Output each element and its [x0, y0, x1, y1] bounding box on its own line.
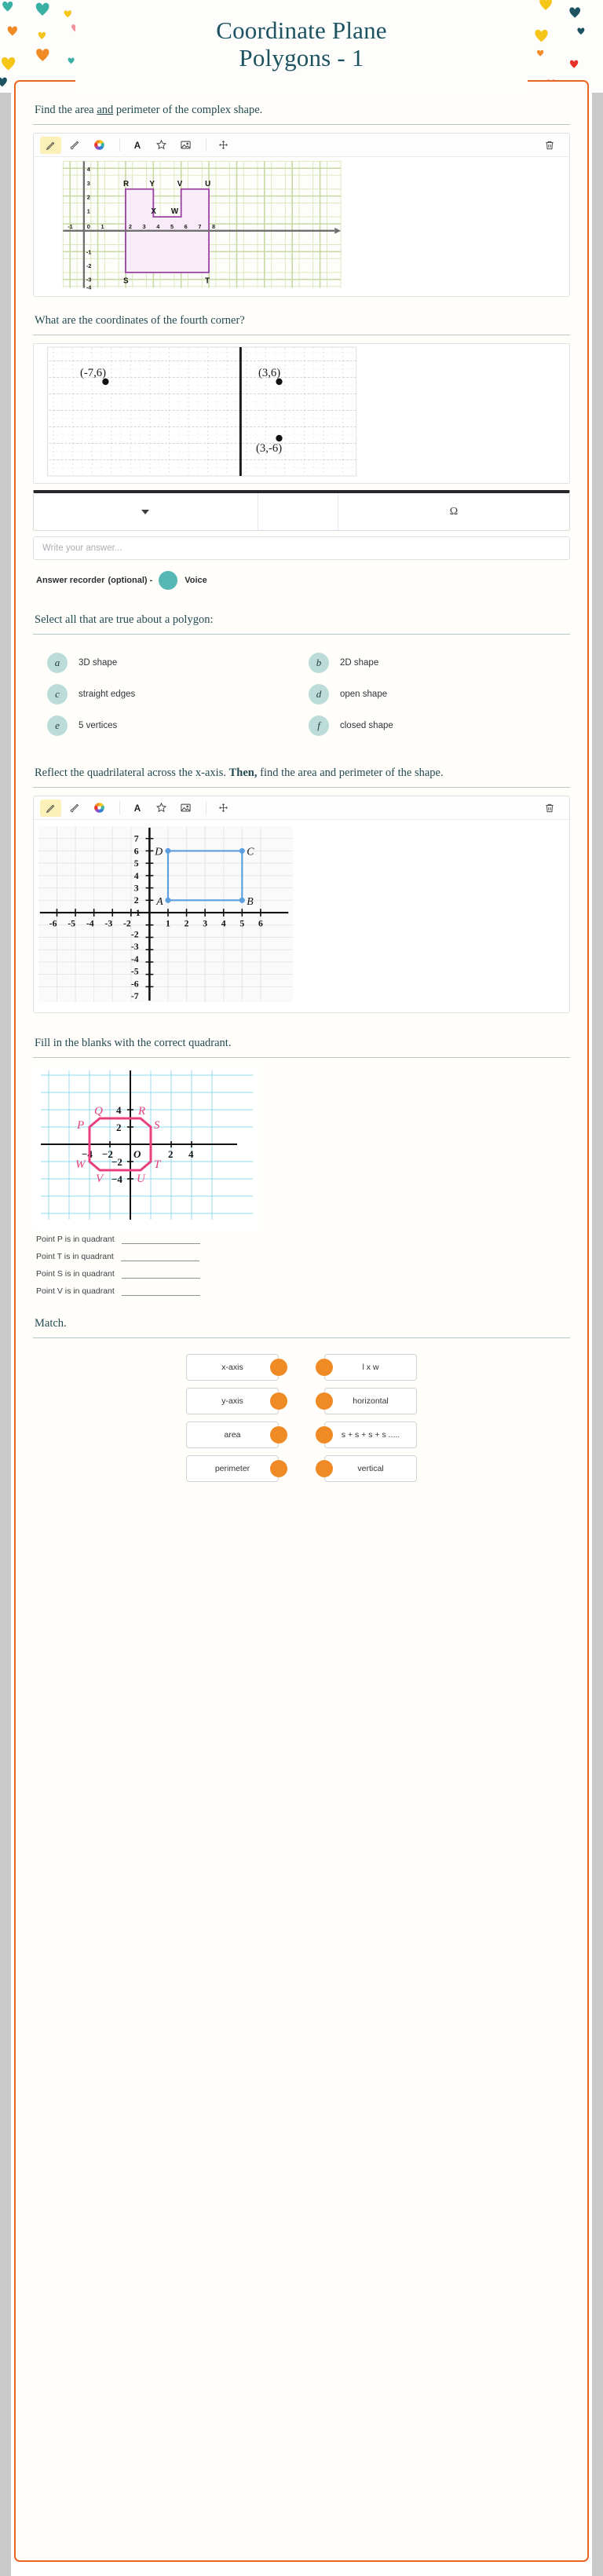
svg-text:5: 5 [239, 917, 245, 929]
svg-text:2: 2 [168, 1148, 174, 1161]
svg-text:1: 1 [100, 222, 104, 230]
vertex-label-X: X [151, 207, 156, 217]
blank-label-v: Point V is in quadrant [36, 1286, 115, 1297]
match-right-4[interactable]: vertical [324, 1455, 417, 1482]
question-3-text: Select all that are true about a polygon: [33, 612, 570, 635]
vertex-label-V: V [96, 1173, 104, 1186]
vertex-label-U: U [205, 179, 211, 188]
choice-b[interactable] [309, 653, 570, 673]
answer-input[interactable] [33, 536, 570, 560]
match-connector-right-1[interactable] [316, 1359, 333, 1376]
blank-input-s[interactable] [122, 1268, 200, 1279]
question-6 [33, 1315, 570, 1482]
answer-editor-toolbar[interactable] [33, 490, 570, 531]
match-connector-left-3[interactable] [270, 1426, 287, 1444]
page-title-line1: Coordinate Plane [216, 16, 387, 44]
shape-star-icon[interactable] [151, 800, 172, 817]
svg-text:4: 4 [221, 917, 226, 929]
blank-input-v[interactable] [122, 1286, 200, 1296]
vertex-label-V: V [177, 179, 183, 188]
blank-label-p: Point P is in quadrant [36, 1235, 115, 1245]
blank-input-p[interactable] [122, 1234, 200, 1244]
svg-text:-3: -3 [104, 917, 113, 929]
svg-text:6: 6 [133, 845, 139, 857]
toolbar-divider [119, 801, 120, 814]
vertex-label-A: A [156, 895, 163, 908]
vertex-label-T: T [205, 276, 210, 286]
svg-text:2: 2 [116, 1122, 122, 1134]
choice-label-a: 3D shape [79, 658, 118, 668]
point-label-1: (-7,6) [79, 366, 107, 380]
worksheet-header [0, 0, 603, 93]
svg-text:A: A [133, 140, 141, 151]
quadrant-blanks [33, 1231, 570, 1296]
answer-placeholder: Write your answer... [42, 543, 122, 554]
svg-text:−4: −4 [111, 1173, 122, 1186]
vertex-label-P: P [77, 1119, 85, 1132]
question-4 [33, 765, 570, 1013]
match-connector-left-4[interactable] [270, 1460, 287, 1477]
reflect-rectangle-grid[interactable] [34, 820, 569, 1012]
svg-text:4: 4 [86, 166, 90, 174]
svg-text:-4: -4 [86, 284, 92, 291]
text-icon[interactable] [126, 137, 148, 154]
svg-text:1: 1 [166, 917, 170, 929]
svg-text:7: 7 [133, 832, 139, 844]
page-title [94, 17, 509, 71]
vertex-label-Y: Y [149, 179, 155, 188]
vertex-label-D: D [155, 845, 163, 858]
question-1-text: Find the area and perimeter of the complex shape. [33, 102, 570, 125]
svg-text:-1: -1 [68, 222, 73, 230]
choice-label-d: open shape [340, 690, 388, 700]
trash-icon[interactable] [539, 800, 560, 817]
brush-icon[interactable] [64, 137, 86, 154]
svg-text:2: 2 [133, 895, 139, 906]
vertex-label-S: S [122, 276, 129, 286]
blank-row [36, 1234, 570, 1244]
svg-text:−2: −2 [111, 1156, 122, 1169]
editor-symbol-button[interactable] [338, 493, 569, 530]
choice-a[interactable] [47, 653, 309, 673]
svg-text:3: 3 [86, 179, 90, 187]
match-connector-left-1[interactable] [270, 1359, 287, 1376]
vertex-label-R: R [122, 179, 130, 188]
svg-text:−4: −4 [82, 1148, 93, 1161]
svg-text:0: 0 [86, 222, 90, 230]
choice-bubble-d[interactable]: d [309, 684, 329, 704]
choice-bubble-c[interactable]: c [47, 684, 68, 704]
svg-text:6: 6 [184, 222, 188, 230]
match-connector-right-4[interactable] [316, 1460, 333, 1477]
svg-text:5: 5 [133, 858, 139, 869]
svg-text:2: 2 [184, 917, 189, 929]
blank-label-t: Point T is in quadrant [36, 1252, 114, 1262]
svg-text:O: O [133, 1148, 141, 1161]
svg-text:7: 7 [198, 222, 202, 230]
record-button[interactable] [159, 571, 177, 590]
drawing-canvas-2[interactable] [33, 796, 570, 1013]
svg-text:-4: -4 [130, 953, 139, 964]
choice-d[interactable] [309, 684, 570, 704]
blank-input-t[interactable] [121, 1251, 199, 1261]
point-marker [102, 379, 108, 385]
fourth-corner-grid[interactable] [33, 343, 570, 484]
question-3 [33, 612, 570, 743]
chevron-down-icon[interactable] [141, 510, 149, 514]
svg-text:A: A [133, 803, 141, 814]
vertex-label-Q: Q [94, 1105, 103, 1118]
svg-text:1: 1 [135, 907, 141, 919]
match-row [33, 1354, 570, 1381]
match-list [33, 1346, 570, 1482]
svg-text:4: 4 [133, 869, 139, 881]
question-2-text: What are the coordinates of the fourth corner? [33, 313, 570, 335]
page-right-margin [592, 0, 603, 2576]
editor-spacer-cell [258, 493, 338, 530]
question-5 [33, 1035, 570, 1296]
drawing-canvas-1[interactable] [33, 133, 570, 297]
answer-recorder [33, 571, 570, 590]
answer-recorder-optional: (optional) - [108, 576, 153, 586]
complex-shape-grid[interactable] [34, 157, 569, 296]
image-icon[interactable] [175, 800, 196, 817]
blank-row [36, 1286, 570, 1296]
match-left-3[interactable]: area [186, 1422, 279, 1448]
editor-font-select[interactable] [34, 493, 258, 530]
point-label-2: (3,6) [258, 366, 281, 380]
page-title-line2: Polygons - 1 [239, 43, 364, 71]
quadrant-octagon-grid [33, 1066, 261, 1231]
svg-text:4: 4 [116, 1104, 122, 1117]
match-right-3[interactable]: s + s + s + s ..... [324, 1422, 417, 1448]
vertex-label-C: C [247, 845, 254, 858]
point-marker [276, 379, 282, 385]
choice-bubble-f[interactable]: f [309, 715, 329, 736]
match-left-1[interactable]: x-axis [186, 1354, 279, 1381]
match-connector-right-2[interactable] [316, 1392, 333, 1410]
svg-text:-4: -4 [86, 917, 94, 929]
svg-text:2: 2 [86, 193, 90, 201]
blank-row [36, 1268, 570, 1279]
choice-e[interactable] [47, 715, 309, 736]
worksheet-card [14, 80, 589, 2562]
svg-text:2: 2 [128, 222, 132, 230]
question-1 [33, 102, 570, 297]
choice-c[interactable] [47, 684, 309, 704]
svg-text:-5: -5 [130, 965, 139, 977]
choice-list [33, 642, 570, 743]
choice-label-e: 5 vertices [79, 721, 118, 731]
color-wheel-icon[interactable] [89, 800, 110, 817]
move-icon[interactable] [213, 800, 234, 817]
match-right-2[interactable]: horizontal [324, 1388, 417, 1414]
vertex-label-R: R [138, 1105, 146, 1118]
svg-text:4: 4 [156, 222, 160, 230]
vertex-label-S: S [154, 1119, 160, 1132]
choice-label-c: straight edges [79, 690, 136, 700]
svg-text:-6: -6 [49, 917, 57, 929]
match-connector-right-3[interactable] [316, 1426, 333, 1444]
color-wheel-icon[interactable] [89, 137, 110, 154]
svg-text:−2: −2 [102, 1148, 113, 1161]
shape-star-icon[interactable] [151, 137, 172, 154]
point-label-3: (3,-6) [256, 441, 283, 456]
match-row [33, 1388, 570, 1414]
svg-text:-2: -2 [122, 917, 131, 929]
match-row [33, 1455, 570, 1482]
choice-f[interactable] [309, 715, 570, 736]
choice-bubble-a[interactable]: a [47, 653, 68, 673]
svg-text:8: 8 [212, 222, 216, 230]
svg-text:1: 1 [86, 207, 90, 215]
question-2 [33, 313, 570, 590]
svg-text:-2: -2 [86, 262, 92, 270]
vertex-label-W: W [170, 207, 179, 217]
question-5-text: Fill in the blanks with the correct quadrant. [33, 1035, 570, 1058]
svg-text:5: 5 [170, 222, 174, 230]
match-left-4[interactable]: perimeter [186, 1455, 279, 1482]
choice-bubble-b[interactable]: b [309, 653, 329, 673]
move-icon[interactable] [213, 137, 234, 154]
omega-icon: Ω [449, 505, 459, 518]
trash-icon[interactable] [539, 137, 560, 154]
svg-text:3: 3 [133, 882, 139, 894]
pencil-icon[interactable] [40, 137, 61, 154]
svg-text:-2: -2 [130, 928, 139, 940]
match-left-2[interactable]: y-axis [186, 1388, 279, 1414]
match-connector-left-2[interactable] [270, 1392, 287, 1410]
brush-icon[interactable] [64, 800, 86, 817]
svg-text:3: 3 [142, 222, 146, 230]
svg-text:-5: -5 [68, 917, 76, 929]
blank-row [36, 1251, 570, 1261]
pencil-icon[interactable] [40, 800, 61, 817]
match-row [33, 1422, 570, 1448]
text-icon[interactable] [126, 800, 148, 817]
svg-text:-3: -3 [130, 941, 139, 953]
choice-label-b: 2D shape [340, 658, 379, 668]
drawing-toolbar-1[interactable] [34, 134, 569, 157]
choice-bubble-e[interactable]: e [47, 715, 68, 736]
vertex-label-U: U [137, 1173, 145, 1186]
svg-text:-6: -6 [130, 978, 139, 990]
voice-label: Voice [185, 576, 207, 586]
vertex-label-T: T [154, 1158, 161, 1172]
svg-text:6: 6 [258, 917, 263, 929]
match-right-1[interactable]: l x w [324, 1354, 417, 1381]
answer-recorder-label: Answer recorder [36, 576, 105, 586]
svg-text:-7: -7 [130, 990, 139, 1002]
question-4-text: Reflect the quadrilateral across the x-axis. Then, find the area and perimeter of the shape. [33, 765, 570, 788]
svg-text:3: 3 [203, 917, 208, 929]
image-icon[interactable] [175, 137, 196, 154]
point-marker [276, 435, 282, 441]
vertex-label-W: W [75, 1158, 86, 1172]
question-6-text: Match. [33, 1315, 570, 1338]
page-left-margin [0, 0, 11, 2576]
svg-text:-3: -3 [86, 276, 92, 284]
toolbar-divider [119, 138, 120, 152]
svg-text:-1: -1 [86, 248, 92, 256]
blank-label-s: Point S is in quadrant [36, 1269, 115, 1279]
choice-label-f: closed shape [340, 721, 393, 731]
svg-text:4: 4 [188, 1148, 194, 1161]
drawing-toolbar-2[interactable] [34, 796, 569, 820]
vertex-label-B: B [247, 895, 254, 908]
